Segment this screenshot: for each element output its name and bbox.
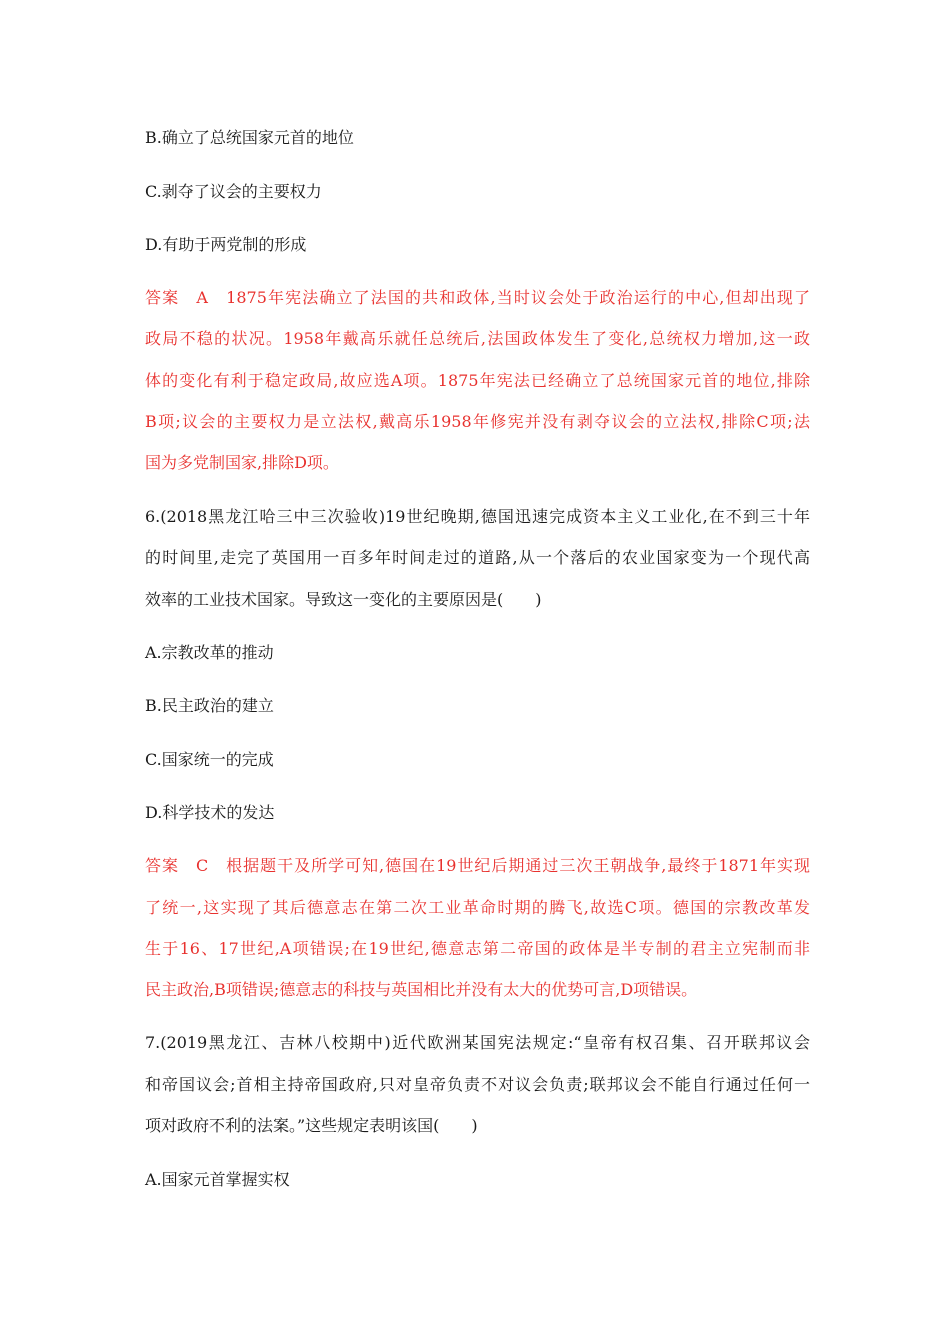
q5-answer-line: 政局不稳的状况。1958年戴高乐就任总统后,法国政体发生了变化,总统权力增加,这一政 (145, 329, 810, 348)
q6-stem-line: 6.(2018黑龙江哈三中三次验收)19世纪晚期,德国迅速完成资本主义工业化,在不到三十年 (145, 507, 810, 526)
q7-stem-line: 7.(2019黑龙江、吉林八校期中)近代欧洲某国宪法规定:“皇帝有权召集、召开联邦议会 (145, 1033, 810, 1052)
q6-option-b: B.民主政治的建立 (145, 696, 274, 715)
q7-option-a: A.国家元首掌握实权 (145, 1170, 290, 1189)
q5-answer-line: 答案 A 1875年宪法确立了法国的共和政体,当时议会处于政治运行的中心,但却出现了 (145, 288, 810, 307)
q6-stem-line: 的时间里,走完了英国用一百多年时间走过的道路,从一个落后的农业国家变为一个现代高 (145, 548, 810, 567)
q5-option-d: D.有助于两党制的形成 (145, 235, 307, 254)
q7-stem-line: 和帝国议会;首相主持帝国政府,只对皇帝负责不对议会负责;联邦议会不能自行通过任何一 (145, 1075, 810, 1094)
q5-answer-line: 体的变化有利于稳定政局,故应选A项。1875年宪法已经确立了总统国家元首的地位,排除 (145, 371, 810, 390)
q6-answer-line: 了统一,这实现了其后德意志在第二次工业革命时期的腾飞,故选C项。德国的宗教改革发 (145, 898, 810, 917)
q5-option-c: C.剥夺了议会的主要权力 (145, 182, 322, 201)
q5-answer-line: B项;议会的主要权力是立法权,戴高乐1958年修宪并没有剥夺议会的立法权,排除C项;法 (145, 412, 810, 431)
q6-answer-line: 答案 C 根据题干及所学可知,德国在19世纪后期通过三次王朝战争,最终于1871年实现 (145, 856, 810, 875)
q6-option-a: A.宗教改革的推动 (145, 643, 274, 662)
q5-option-b: B.确立了总统国家元首的地位 (145, 128, 354, 147)
q7-stem-line: 项对政府不利的法案。”这些规定表明该国( ) (145, 1116, 478, 1135)
q6-stem-line: 效率的工业技术国家。导致这一变化的主要原因是( ) (145, 590, 542, 609)
q6-option-c: C.国家统一的完成 (145, 750, 274, 769)
q5-answer-line: 国为多党制国家,排除D项。 (145, 453, 339, 472)
q6-answer-line: 民主政治,B项错误;德意志的科技与英国相比并没有太大的优势可言,D项错误。 (145, 980, 698, 999)
q6-option-d: D.科学技术的发达 (145, 803, 275, 822)
q6-answer-line: 生于16、17世纪,A项错误;在19世纪,德意志第二帝国的政体是半专制的君主立宪制而非 (145, 939, 810, 958)
